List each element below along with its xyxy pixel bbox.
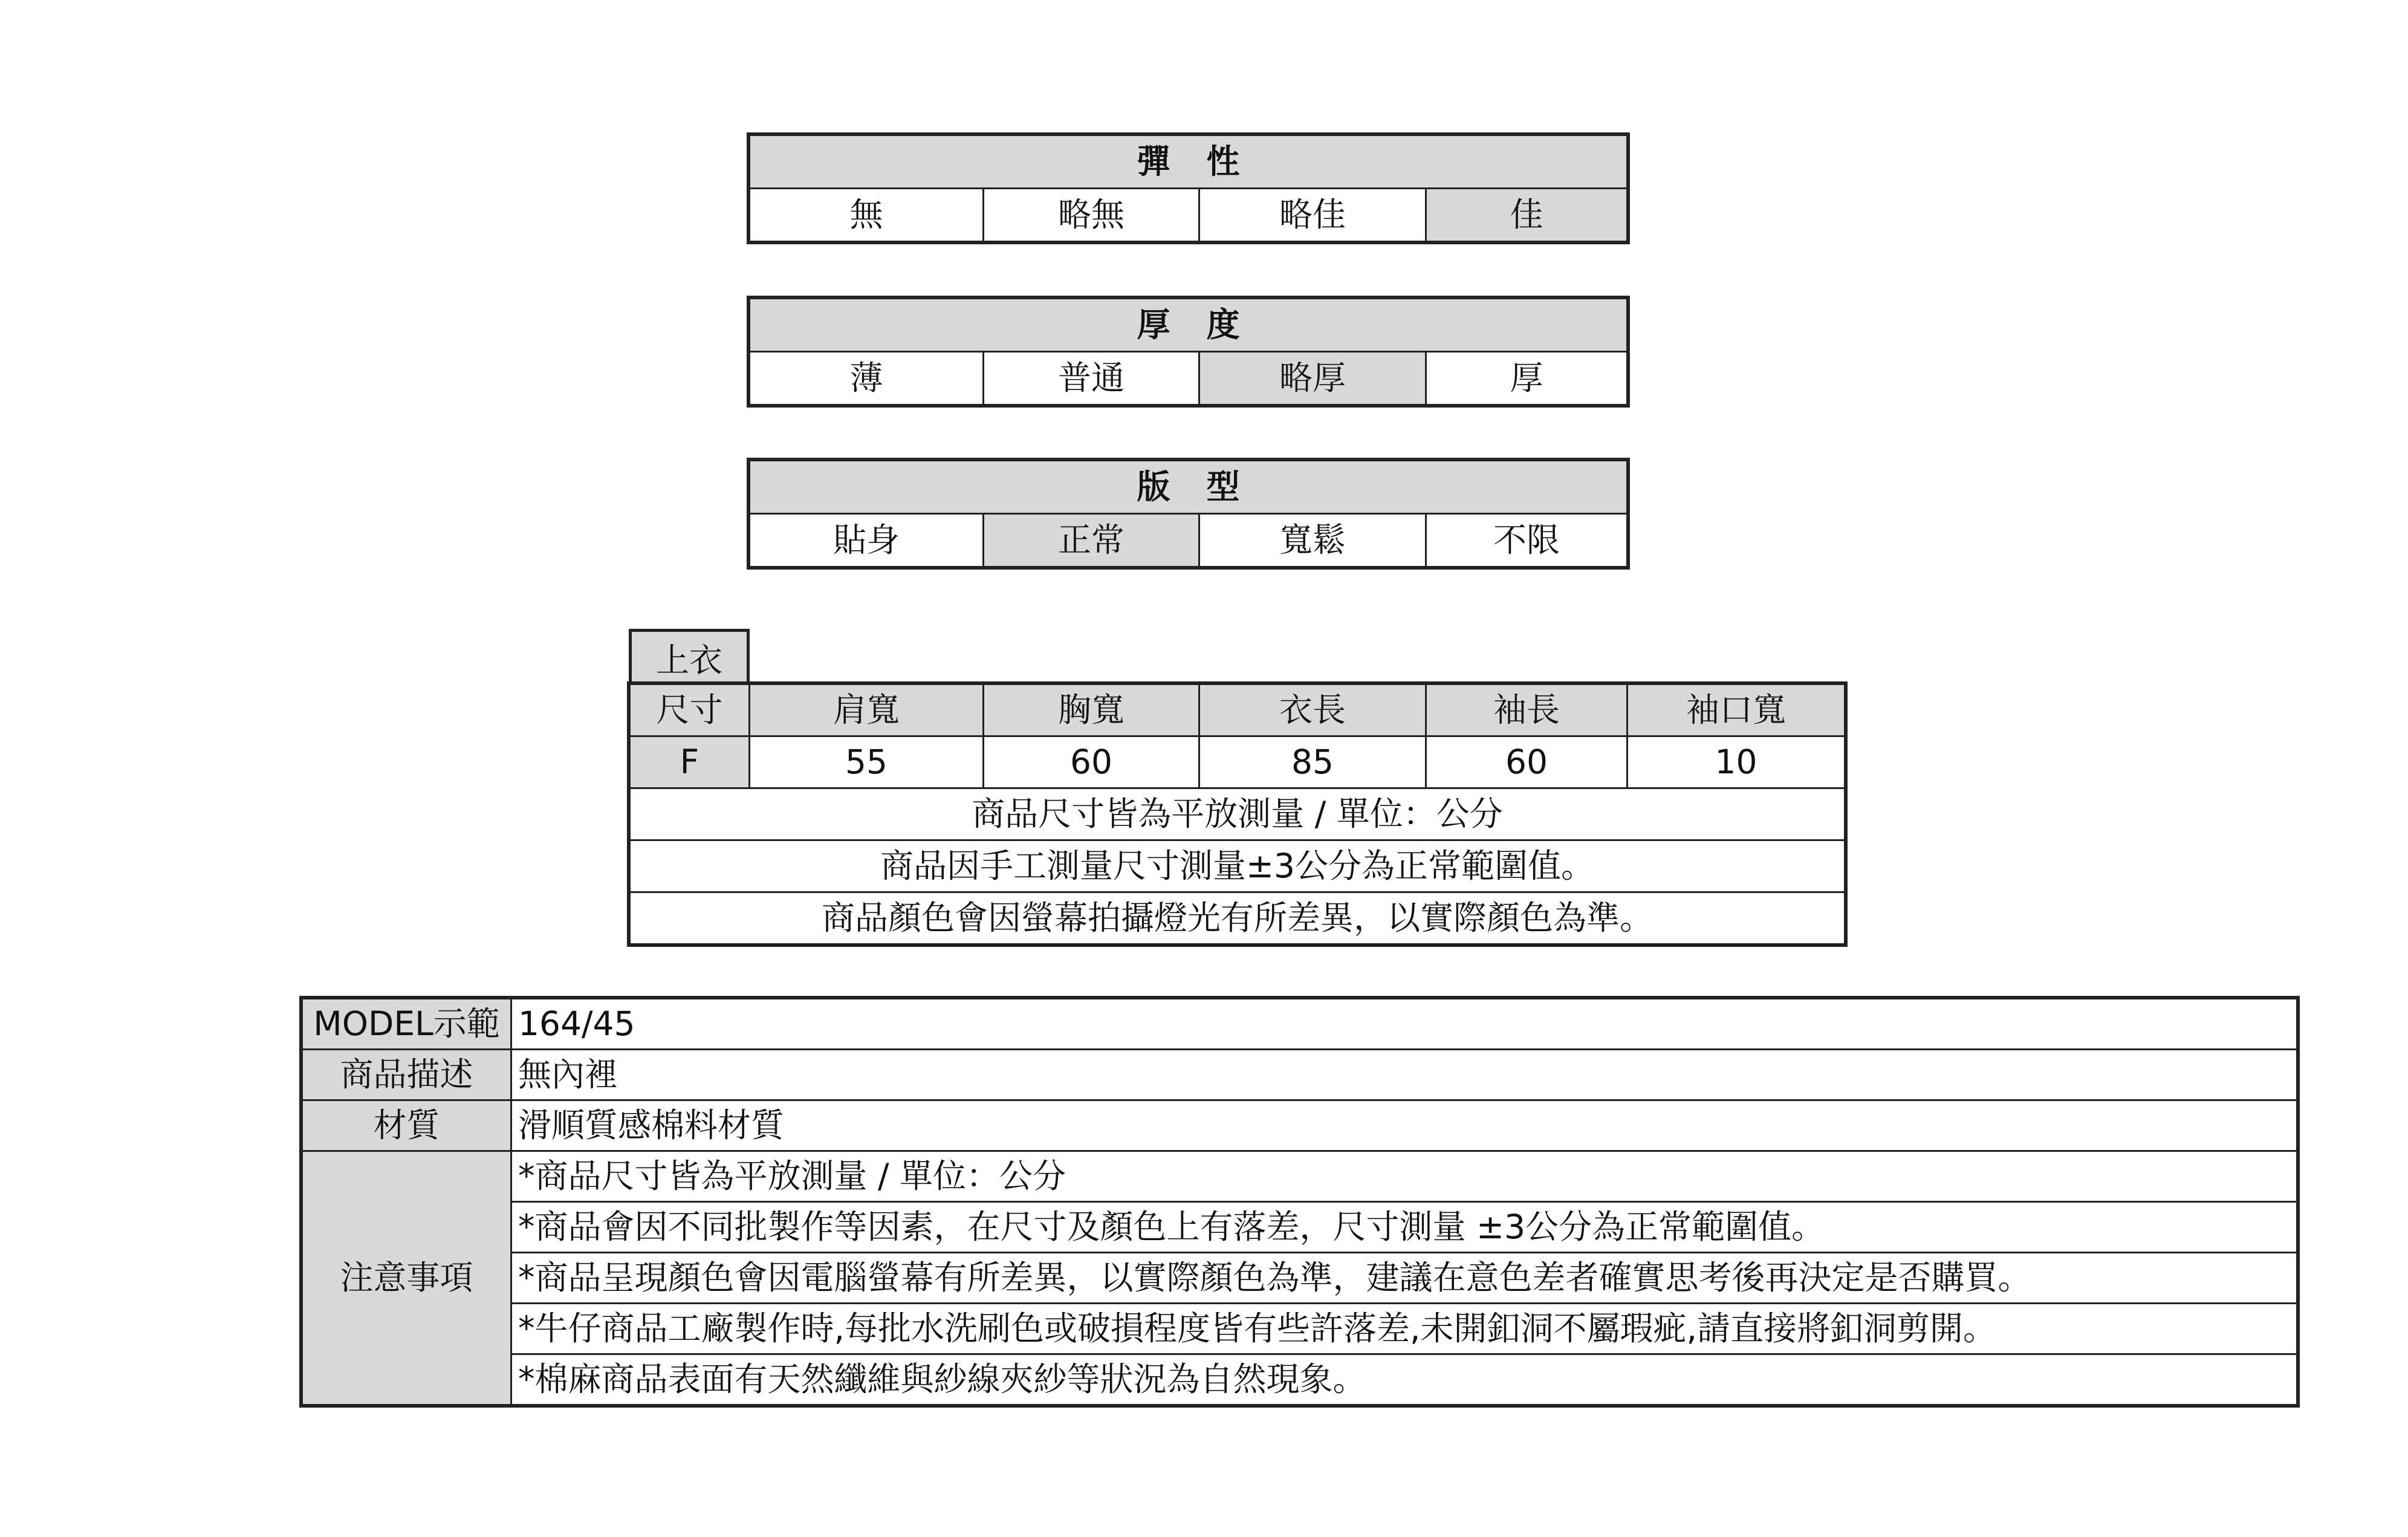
thickness-option: 薄 bbox=[750, 352, 984, 405]
size-chart-table bbox=[629, 683, 1846, 945]
notice-item: *商品呈現顏色會因電腦螢幕有所差異，以實際顏色為準，建議在意色差者確實思考後再決定是否購買。 bbox=[511, 1253, 2297, 1304]
column-header: 衣長 bbox=[1199, 684, 1426, 736]
material-label: 材質 bbox=[302, 1100, 511, 1151]
model-label: MODEL示範 bbox=[302, 999, 511, 1050]
fit-option: 不限 bbox=[1426, 514, 1628, 567]
thickness-option: 普通 bbox=[984, 352, 1199, 405]
column-header: 胸寬 bbox=[984, 684, 1199, 736]
notice-item: *牛仔商品工廠製作時,每批水洗刷色或破損程度皆有些許落差,未開釦洞不屬瑕疵,請直接將釦洞剪開。 bbox=[511, 1304, 2297, 1354]
fit-option: 寬鬆 bbox=[1199, 514, 1426, 567]
elasticity-title: 彈性 bbox=[750, 135, 1628, 189]
notice-item: *商品尺寸皆為平放測量 / 單位：公分 bbox=[511, 1151, 2297, 1202]
measure-value: 85 bbox=[1199, 736, 1426, 788]
notice-item: *商品會因不同批製作等因素，在尺寸及顏色上有落差，尺寸測量 ±3公分為正常範圍值。 bbox=[511, 1202, 2297, 1253]
column-header: 袖口寬 bbox=[1628, 684, 1845, 736]
elasticity-option-selected: 佳 bbox=[1426, 189, 1628, 242]
column-header: 肩寬 bbox=[750, 684, 984, 736]
product-info-table bbox=[301, 998, 2298, 1406]
elasticity-option: 無 bbox=[750, 189, 984, 242]
measure-value: 60 bbox=[984, 736, 1199, 788]
thickness-title: 厚度 bbox=[750, 299, 1628, 352]
size-note: 商品顏色會因螢幕拍攝燈光有所差異，以實際顏色為準。 bbox=[630, 892, 1845, 944]
size-category-tab: 上衣 bbox=[629, 629, 750, 683]
measure-value: 55 bbox=[750, 736, 984, 788]
measure-value: 60 bbox=[1426, 736, 1628, 788]
material-value: 滑順質感棉料材質 bbox=[511, 1100, 2297, 1151]
fit-table bbox=[748, 460, 1628, 568]
notice-label: 注意事項 bbox=[302, 1151, 511, 1405]
elasticity-table bbox=[748, 134, 1628, 242]
size-label: 尺寸 bbox=[630, 684, 750, 736]
elasticity-option: 略佳 bbox=[1199, 189, 1426, 242]
desc-value: 無內裡 bbox=[511, 1050, 2297, 1100]
fit-title: 版型 bbox=[750, 461, 1628, 514]
column-header: 袖長 bbox=[1426, 684, 1628, 736]
model-value: 164/45 bbox=[511, 999, 2297, 1050]
desc-label: 商品描述 bbox=[302, 1050, 511, 1100]
thickness-option: 厚 bbox=[1426, 352, 1628, 405]
thickness-option-selected: 略厚 bbox=[1199, 352, 1426, 405]
fit-option: 貼身 bbox=[750, 514, 984, 567]
size-value: F bbox=[630, 736, 750, 788]
thickness-table bbox=[748, 297, 1628, 406]
elasticity-option: 略無 bbox=[984, 189, 1199, 242]
measure-value: 10 bbox=[1628, 736, 1845, 788]
table-row bbox=[630, 736, 1845, 788]
size-note: 商品因手工測量尺寸測量±3公分為正常範圍值。 bbox=[630, 840, 1845, 892]
fit-option-selected: 正常 bbox=[984, 514, 1199, 567]
notice-item: *棉麻商品表面有天然纖維與紗線夾紗等狀況為自然現象。 bbox=[511, 1354, 2297, 1405]
size-note: 商品尺寸皆為平放測量 / 單位：公分 bbox=[630, 788, 1845, 840]
